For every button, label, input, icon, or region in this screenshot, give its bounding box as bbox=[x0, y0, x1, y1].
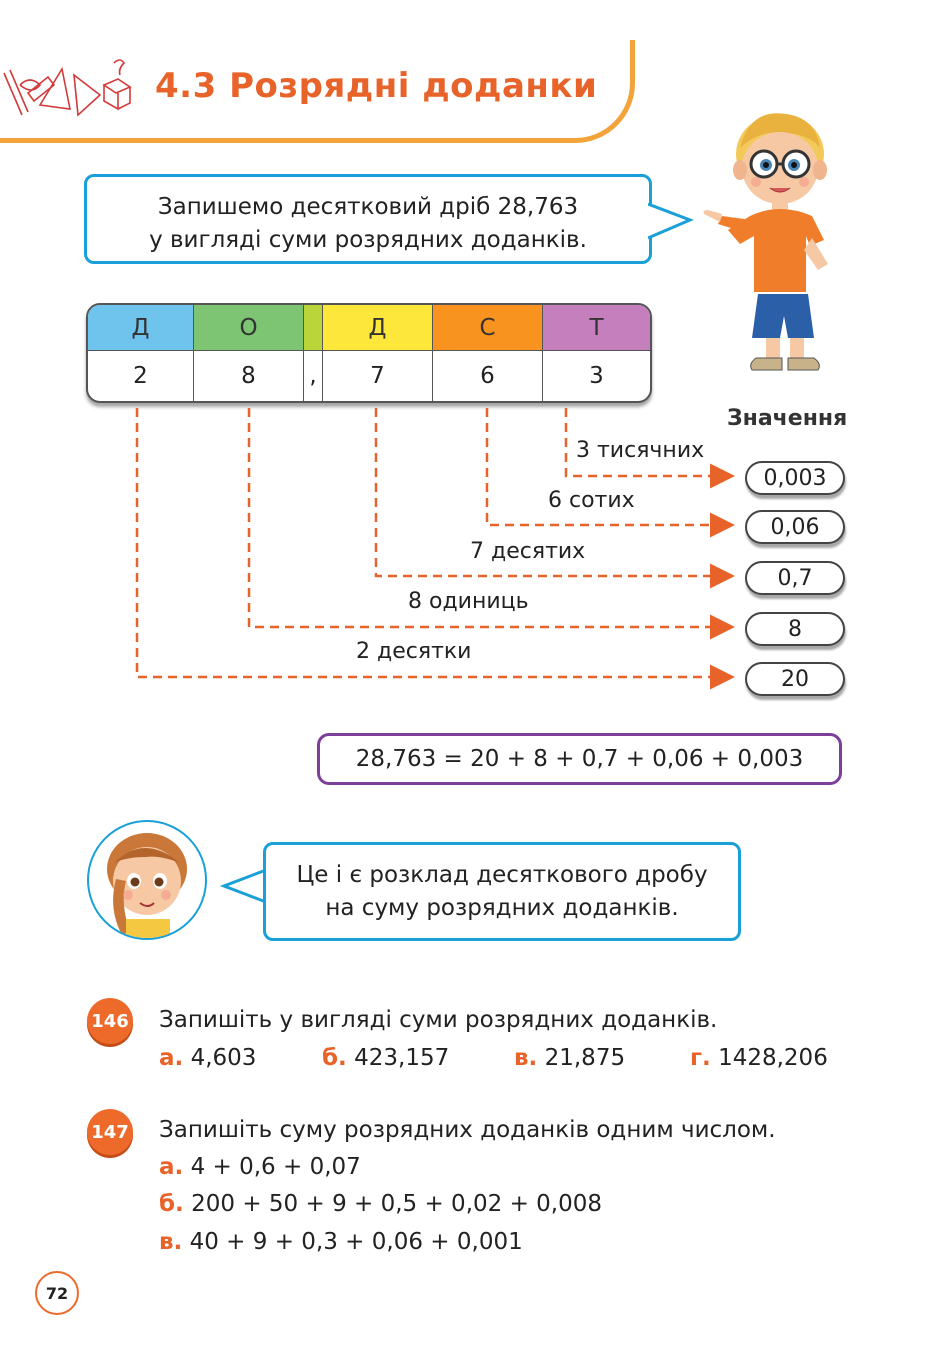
bubble-line: у вигляді суми розрядних доданків. bbox=[149, 227, 587, 253]
value-box-thousandths: 0,003 bbox=[745, 461, 845, 495]
label-tens: 2 десятки bbox=[356, 639, 472, 664]
column-head: Д bbox=[323, 305, 432, 351]
column-head: С bbox=[433, 305, 542, 351]
task-146-item-d bbox=[690, 1045, 828, 1071]
column-ones bbox=[194, 305, 304, 401]
girl-avatar-illustration bbox=[86, 819, 208, 941]
task-147-item-b bbox=[159, 1191, 602, 1217]
column-hundredths bbox=[433, 305, 543, 401]
item-letter: г. bbox=[690, 1045, 711, 1071]
item-letter: в. bbox=[514, 1045, 538, 1071]
bubble-line: на суму розрядних доданків. bbox=[325, 895, 679, 921]
speech-bubble-conclusion bbox=[263, 842, 741, 941]
column-digit: 2 bbox=[133, 363, 148, 389]
label-thousandths: 3 тисячних bbox=[576, 438, 705, 463]
task-147-item-a bbox=[159, 1154, 361, 1180]
value-box-hundredths: 0,06 bbox=[745, 510, 845, 544]
label-hundredths: 6 сотих bbox=[548, 488, 635, 513]
task-146-item-b bbox=[322, 1045, 449, 1071]
decimal-comma: , bbox=[309, 363, 317, 389]
task-146-item-c bbox=[514, 1045, 625, 1071]
value-box-tens: 20 bbox=[745, 662, 845, 696]
values-title: Значення bbox=[727, 406, 848, 431]
column-digit: 6 bbox=[480, 363, 495, 389]
column-head: Т bbox=[543, 305, 650, 351]
geometry-tools-doodle-icon bbox=[0, 55, 140, 125]
item-value: 200 + 50 + 9 + 0,5 + 0,02 + 0,008 bbox=[191, 1191, 603, 1217]
item-letter: а. bbox=[159, 1045, 184, 1071]
item-letter: а. bbox=[159, 1154, 184, 1180]
boy-character-illustration bbox=[700, 108, 860, 380]
item-value: 423,157 bbox=[354, 1045, 450, 1071]
task-146-item-a bbox=[159, 1045, 256, 1071]
column-digit: 8 bbox=[241, 363, 256, 389]
item-letter: б. bbox=[159, 1191, 184, 1217]
item-value: 21,875 bbox=[544, 1045, 626, 1071]
bubble-line: Запишемо десятковий дріб 28,763 bbox=[157, 194, 579, 220]
column-thousandths bbox=[543, 305, 650, 401]
place-value-table bbox=[86, 303, 652, 403]
speech-bubble-tail bbox=[218, 866, 268, 908]
value-box-tenths: 0,7 bbox=[745, 561, 845, 595]
page-number: 72 bbox=[35, 1271, 79, 1315]
column-tenths bbox=[323, 305, 433, 401]
speech-bubble-intro bbox=[84, 174, 652, 264]
label-tenths: 7 десятих bbox=[470, 539, 586, 564]
item-letter: б. bbox=[322, 1045, 347, 1071]
value-box-ones: 8 bbox=[745, 612, 845, 646]
column-head: О bbox=[194, 305, 303, 351]
item-letter: в. bbox=[159, 1229, 183, 1255]
task-147-text: Запишіть суму розрядних доданків одним числом. bbox=[159, 1117, 776, 1143]
task-146-text: Запишіть у вигляді суми розрядних доданків. bbox=[159, 1007, 718, 1033]
column-tens bbox=[88, 305, 194, 401]
item-value: 1428,206 bbox=[718, 1045, 828, 1071]
speech-bubble-tail bbox=[648, 200, 694, 244]
column-digit: 7 bbox=[370, 363, 385, 389]
label-ones: 8 одиниць bbox=[408, 589, 529, 614]
column-decimal-point bbox=[304, 305, 323, 401]
column-head bbox=[304, 305, 322, 351]
item-value: 4,603 bbox=[190, 1045, 257, 1071]
task-147-item-c bbox=[159, 1229, 523, 1255]
item-value: 4 + 0,6 + 0,07 bbox=[190, 1154, 361, 1180]
item-value: 40 + 9 + 0,3 + 0,06 + 0,001 bbox=[189, 1229, 523, 1255]
bubble-line: Це і є розклад десяткового дробу bbox=[296, 862, 708, 888]
page-title: 4.3 Розрядні доданки bbox=[155, 66, 598, 106]
column-head: Д bbox=[88, 305, 193, 351]
task-number-badge: 147 bbox=[87, 1109, 133, 1155]
column-digit: 3 bbox=[589, 363, 604, 389]
task-number-badge: 146 bbox=[87, 998, 133, 1044]
expansion-formula: 28,763 = 20 + 8 + 0,7 + 0,06 + 0,003 bbox=[317, 733, 842, 785]
